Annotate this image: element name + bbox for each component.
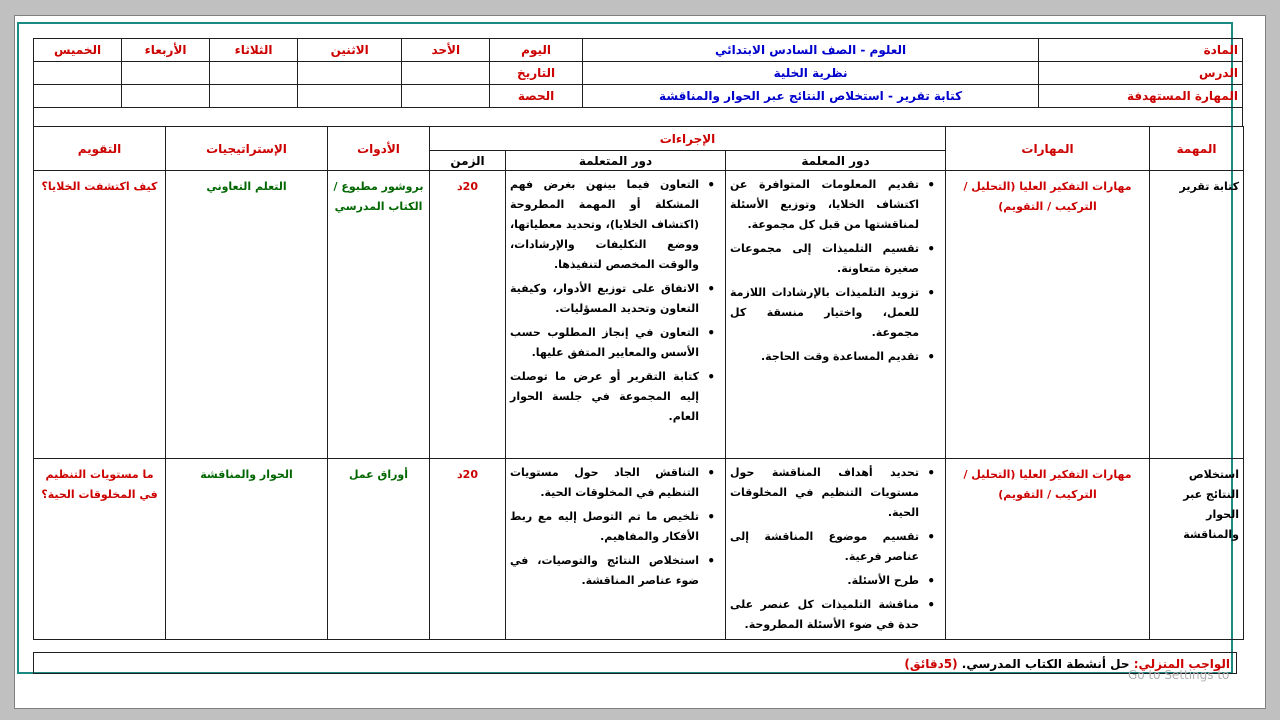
homework-duration: (5دقائق) [904, 657, 958, 671]
list-item: • استخلاص النتائج والتوصيات، في ضوء عناصر المناقشة. [510, 551, 721, 591]
strategy-cell: الحوار والمناقشة [166, 459, 328, 640]
skills-cell: مهارات التفكير العليا (التحليل / التركيب / التقويم) [946, 459, 1150, 640]
time-cell: 20د [430, 459, 506, 640]
teacher-role-cell [726, 459, 946, 640]
list-item: • التناقش الجاد حول مستويات التنظيم في المخلوقات الحية. [510, 463, 721, 503]
date-label: التاريخ [490, 62, 583, 85]
homework-row [33, 652, 1237, 674]
lesson-label: الدرس [1039, 62, 1243, 85]
tools-cell: أوراق عمل [328, 459, 430, 640]
skill-value: كتابة تقرير - استخلاص النتائج عبر الحوار والمناقشة [582, 85, 1038, 108]
col-student-role: دور المتعلمة [506, 151, 726, 171]
activation-watermark: Go to Settings to [1128, 668, 1230, 682]
period-label: الحصة [490, 85, 583, 108]
period-cell [122, 85, 210, 108]
student-role-cell [506, 171, 726, 459]
col-teacher-role: دور المعلمة [726, 151, 946, 171]
skill-label: المهارة المستهدفة [1039, 85, 1243, 108]
date-cell [122, 62, 210, 85]
day-monday: الاثنين [298, 39, 402, 62]
col-tools: الأدوات [328, 127, 430, 171]
homework-label: الواجب المنزلي: [1133, 657, 1230, 671]
day-label: اليوم [490, 39, 583, 62]
task-cell: استخلاص النتائج عبر الحوار والمناقشة [1150, 459, 1244, 640]
subject-label: المادة [1039, 39, 1243, 62]
time-cell: 20د [430, 171, 506, 459]
spacer-row [33, 106, 1243, 126]
period-cell [210, 85, 298, 108]
date-cell [34, 62, 122, 85]
list-item: • التعاون فيما بينهن بغرض فهم المشكلة أو المهمة المطروحة (اكتشاف الخلايا)، وتحديد معطياتها، ووضع التكليفات والإرشادات، والوقت المخصص لتنفيذها. [510, 175, 721, 275]
day-wednesday: الأربعاء [122, 39, 210, 62]
list-item: • التعاون في إنجاز المطلوب حسب الأسس والمعايير المتفق عليها. [510, 323, 721, 363]
period-cell [402, 85, 490, 108]
period-cell [298, 85, 402, 108]
evaluation-cell: كيف اكتشفت الخلايا؟ [34, 171, 166, 459]
day-tuesday: الثلاثاء [210, 39, 298, 62]
skills-cell: مهارات التفكير العليا (التحليل / التركيب / التقويم) [946, 171, 1150, 459]
list-item: • تلخيص ما تم التوصل إليه مع ربط الأفكار والمفاهيم. [510, 507, 721, 547]
date-cell [210, 62, 298, 85]
list-item: • الاتفاق على توزيع الأدوار، وكيفية التعاون وتحديد المسؤليات. [510, 279, 721, 319]
list-item: • تقديم المعلومات المتوافرة عن اكتشاف الخلايا، وتوزيع الأسئلة لمناقشتها من قبل كل مجموعة. [730, 175, 941, 235]
list-item: • طرح الأسئلة. [730, 571, 941, 591]
day-thursday: الخميس [34, 39, 122, 62]
tools-cell: بروشور مطبوع / الكتاب المدرسي [328, 171, 430, 459]
col-task: المهمة [1150, 127, 1244, 171]
list-item: • تقسيم موضوع المناقشة إلى عناصر فرعية. [730, 527, 941, 567]
student-role-cell [506, 459, 726, 640]
col-evaluation: التقويم [34, 127, 166, 171]
list-item: • تقديم المساعدة وقت الحاجة. [730, 347, 941, 367]
list-item: • تزويد التلميذات بالإرشادات اللازمة للعمل، واختيار منسقة كل مجموعة. [730, 283, 941, 343]
table-row [34, 171, 1244, 459]
teacher-role-cell [726, 171, 946, 459]
lesson-plan-table [33, 126, 1244, 640]
lesson-info-table [33, 38, 1243, 108]
strategy-cell: التعلم التعاوني [166, 171, 328, 459]
day-sunday: الأحد [402, 39, 490, 62]
list-item: • تقسيم التلميذات إلى مجموعات صغيرة متعاونة. [730, 239, 941, 279]
col-skills: المهارات [946, 127, 1150, 171]
col-time: الزمن [430, 151, 506, 171]
table-row [34, 459, 1244, 640]
col-procedures: الإجراءات [430, 127, 946, 151]
subject-value: العلوم - الصف السادس الابتدائي [582, 39, 1038, 62]
lesson-value: نظرية الخلية [582, 62, 1038, 85]
col-strategies: الإستراتيجيات [166, 127, 328, 171]
period-cell [34, 85, 122, 108]
list-item: • مناقشة التلميذات كل عنصر على حدة في ضوء الأسئلة المطروحة. [730, 595, 941, 635]
date-cell [402, 62, 490, 85]
evaluation-cell: ما مستويات التنظيم في المخلوقات الحية؟ [34, 459, 166, 640]
list-item: • تحديد أهداف المناقشة حول مستويات التنظيم في المخلوقات الحية. [730, 463, 941, 523]
homework-text: حل أنشطة الكتاب المدرسي. [961, 657, 1130, 671]
task-cell: كتابة تقرير [1150, 171, 1244, 459]
date-cell [298, 62, 402, 85]
list-item: • كتابة التقرير أو عرض ما توصلت إليه المجموعة في جلسة الحوار العام. [510, 367, 721, 427]
